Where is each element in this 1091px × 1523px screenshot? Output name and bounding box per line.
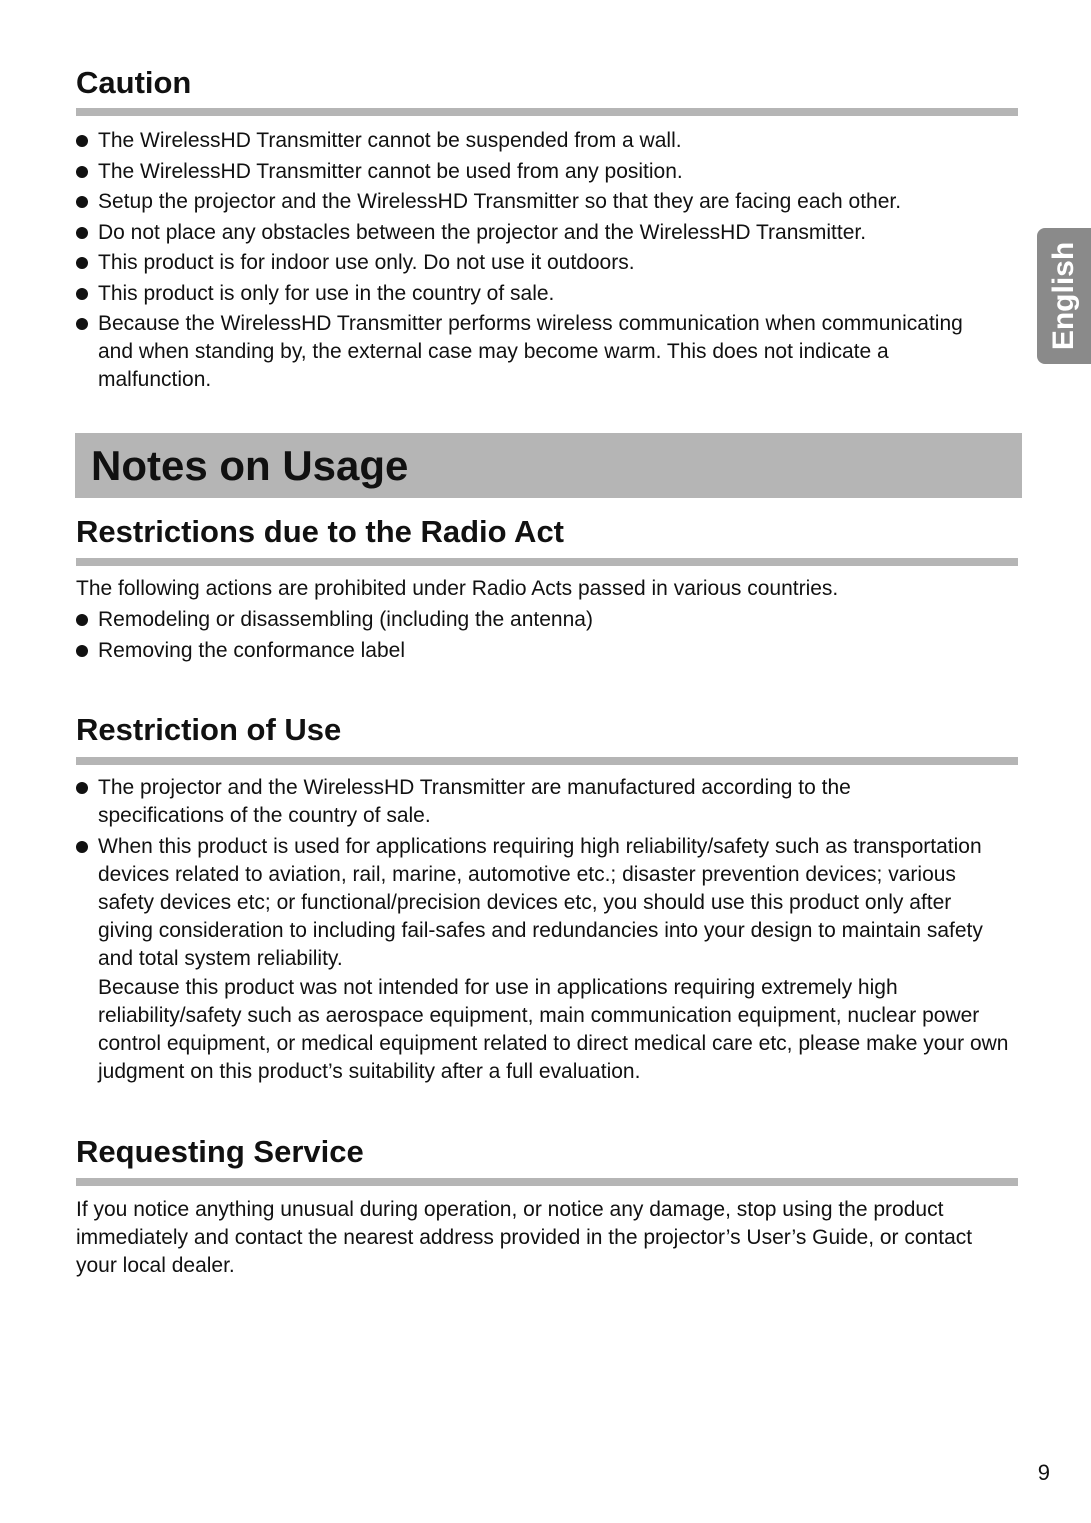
language-tab-label: English [1047, 241, 1080, 351]
restriction-divider [76, 757, 1018, 765]
caution-heading: Caution [76, 65, 192, 100]
list-item: This product is for indoor use only. Do not use it outdoors. [76, 249, 1026, 277]
service-divider [76, 1178, 1018, 1186]
list-item: The WirelessHD Transmitter cannot be suspended from a wall. [76, 127, 1026, 155]
list-item: The WirelessHD Transmitter cannot be used from any position. [76, 158, 1026, 186]
list-item: The projector and the WirelessHD Transmitter are manufactured according to the specifications of the country of sale. [76, 774, 958, 830]
list-item: When this product is used for applications requiring high reliability/safety such as transportation devices related to aviation, rail, marine, automotive etc.; disaster prevention devices; various safety devices etc; or functional/precision devices etc, you should use this product only after giving consideration to including fail-safes and redundancies into your design to maintain safety and total system reliability. [76, 833, 998, 973]
radio-act-intro: The following actions are prohibited under Radio Acts passed in various countries. [76, 577, 839, 600]
caution-list [76, 127, 1026, 397]
list-item: Remodeling or disassembling (including the antenna) [76, 606, 1026, 634]
radio-act-list [76, 606, 1026, 667]
restriction-continuation: Because this product was not intended for use in applications requiring extremely high reliability/safety such as aerospace equipment, main communication equipment, nuclear power control equipment, or medical equipment related to direct medical care etc, please make your own judgment on this product’s suitability after a full evaluation. [98, 976, 1009, 1083]
list-item: Setup the projector and the WirelessHD Transmitter so that they are facing each other. [76, 188, 1026, 216]
radio-act-heading: Restrictions due to the Radio Act [76, 514, 565, 549]
list-item: Removing the conformance label [76, 637, 1026, 665]
service-text: If you notice anything unusual during operation, or notice any damage, stop using the product immediately and contact the nearest address provided in the projector’s User’s Guide, or contact your local dealer. [76, 1198, 973, 1277]
restriction-list [76, 774, 1016, 975]
restriction-heading: Restriction of Use [76, 712, 342, 747]
notes-title: Notes on Usage [91, 442, 409, 489]
list-item: This product is only for use in the country of sale. [76, 280, 1026, 308]
notes-banner [75, 433, 1022, 498]
caution-divider [76, 108, 1018, 116]
language-tab [1037, 228, 1091, 364]
page-number: 9 [1037, 1460, 1050, 1485]
service-heading: Requesting Service [76, 1134, 364, 1169]
list-item: Because the WirelessHD Transmitter performs wireless communication when communicating and when standing by, the external case may become warm. This does not indicate a malfunction. [76, 310, 998, 394]
list-item: Do not place any obstacles between the projector and the WirelessHD Transmitter. [76, 219, 1026, 247]
radio-act-divider [76, 558, 1018, 566]
